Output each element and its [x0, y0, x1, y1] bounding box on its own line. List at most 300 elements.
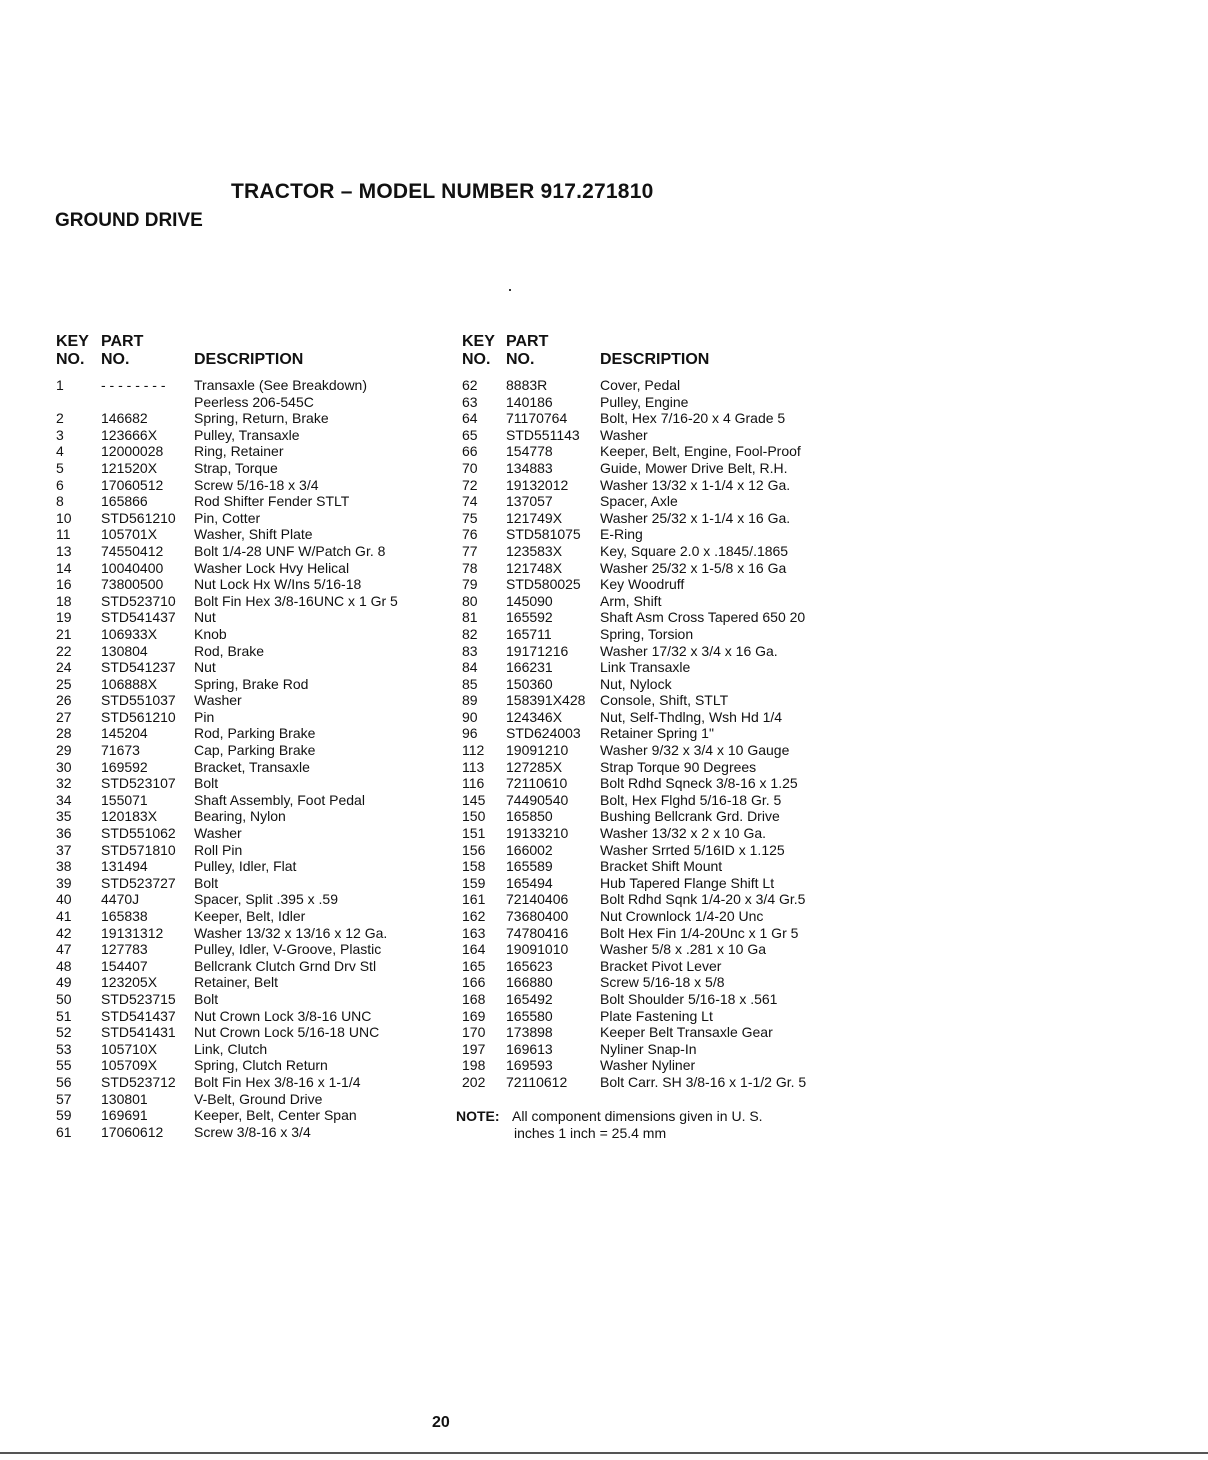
key-number: 72 [462, 476, 478, 493]
part-description: Keeper, Belt, Center Span [194, 1107, 357, 1124]
part-number: STD551062 [101, 825, 176, 842]
table-row [462, 842, 842, 859]
part-description [194, 377, 367, 410]
table-row [56, 643, 456, 660]
key-number: 50 [56, 990, 72, 1007]
table-row [56, 676, 456, 693]
header-description: DESCRIPTION [600, 351, 710, 368]
part-number: STD523727 [101, 874, 176, 891]
part-description: Keeper, Belt, Idler [194, 908, 306, 924]
part-number: 169613 [506, 1040, 553, 1057]
part-description: Pin [194, 708, 215, 725]
table-row [56, 991, 456, 1008]
part-description: Link Transaxle [600, 659, 691, 676]
part-description: Spring, Return, Brake [194, 410, 329, 427]
part-description: Bolt [194, 990, 219, 1007]
key-number: 37 [56, 841, 72, 858]
part-description: Screw 5/16-18 x 3/4 [194, 476, 319, 493]
key-number: 156 [462, 841, 486, 858]
table-row [56, 427, 456, 444]
table-row [462, 725, 842, 742]
key-number: 59 [56, 1107, 72, 1124]
stray-mark [509, 289, 511, 291]
key-number: 84 [462, 659, 478, 676]
key-number: 2 [56, 410, 64, 427]
table-row [56, 1057, 456, 1074]
table-row [462, 560, 842, 577]
part-description: Bolt Shoulder 5/16-18 x .561 [600, 990, 778, 1007]
key-number: 158 [462, 858, 486, 875]
table-row [462, 908, 842, 925]
part-description: Screw 5/16-18 x 5/8 [600, 974, 725, 991]
part-description: Spring, Brake Rod [194, 675, 309, 692]
part-number: 158391X428 [506, 692, 586, 709]
part-description: Washer 9/32 x 3/4 x 10 Gauge [600, 742, 790, 759]
part-description: Nut Crown Lock 3/8-16 UNC [194, 1007, 372, 1024]
key-number: 57 [56, 1090, 72, 1107]
table-row [56, 526, 456, 543]
part-description-line: Peerless 206-545C [194, 393, 314, 410]
part-number: 72110610 [506, 775, 568, 792]
table-row [462, 808, 842, 825]
part-number: 106933X [101, 625, 158, 642]
part-description: Strap, Torque [194, 459, 278, 476]
part-number: STD541431 [101, 1024, 176, 1041]
part-number: 72110612 [506, 1073, 568, 1090]
table-row [56, 958, 456, 975]
table-row [462, 394, 842, 411]
part-description: Arm, Shift [600, 592, 662, 609]
key-number: 163 [462, 924, 486, 941]
part-description: Plate Fastening Lt [600, 1007, 713, 1024]
part-number: 105710X [101, 1040, 158, 1057]
part-number: 165623 [506, 957, 553, 974]
part-description: Cover, Pedal [600, 377, 681, 393]
part-number: 17060612 [101, 1123, 164, 1140]
table-row [462, 941, 842, 958]
table-row [462, 1024, 842, 1041]
table-row [462, 410, 842, 427]
key-number: 75 [462, 509, 478, 526]
part-description: Washer Srrted 5/16ID x 1.125 [600, 841, 785, 858]
part-number: STD541237 [101, 659, 176, 676]
part-number: 19133210 [506, 825, 569, 842]
table-row [56, 1041, 456, 1058]
part-description: Bolt 1/4-28 UNF W/Patch Gr. 8 [194, 542, 386, 559]
page-title: TRACTOR – MODEL NUMBER 917.271810 [231, 180, 654, 203]
key-number: 3 [56, 426, 64, 443]
key-number: 4 [56, 443, 64, 460]
parts-table-left [56, 333, 456, 1140]
part-description: Bolt Fin Hex 3/8-16 x 1-1/4 [194, 1073, 361, 1090]
part-number: 74550412 [101, 542, 164, 559]
table-row [462, 626, 842, 643]
part-number: STD581075 [506, 526, 581, 543]
table-row [56, 659, 456, 676]
part-description: Key, Square 2.0 x .1845/.1865 [600, 542, 789, 559]
table-row [56, 493, 456, 510]
key-number: 112 [462, 742, 485, 759]
table-row [462, 659, 842, 676]
part-description: Washer 25/32 x 1-1/4 x 16 Ga. [600, 509, 791, 526]
part-description: Ring, Retainer [194, 443, 284, 460]
table-row [462, 1008, 842, 1025]
key-number: 66 [462, 443, 478, 460]
table-row [462, 974, 842, 991]
part-description: Spring, Clutch Return [194, 1057, 328, 1074]
key-number: 28 [56, 725, 72, 742]
part-number: STD561210 [101, 708, 176, 725]
part-description: Bolt Fin Hex 3/8-16UNC x 1 Gr 5 [194, 592, 398, 609]
note-line-1: All component dimensions given in U. S. [512, 1108, 763, 1124]
table-row [462, 792, 842, 809]
parts-list-left [56, 377, 456, 1140]
table-row [462, 609, 842, 626]
part-number: 121748X [506, 559, 563, 576]
part-description: Shaft Asm Cross Tapered 650 20 [600, 609, 806, 626]
part-description: Bolt, Hex Flghd 5/16-18 Gr. 5 [600, 791, 782, 808]
part-number: 19171216 [506, 642, 569, 659]
note-line-2: inches 1 inch = 25.4 mm [514, 1125, 667, 1141]
part-description: Shaft Assembly, Foot Pedal [194, 791, 365, 808]
key-number: 1 [56, 377, 64, 393]
part-number: 8883R [506, 377, 548, 393]
part-description: Link, Clutch [194, 1040, 268, 1057]
part-description: Pulley, Transaxle [194, 426, 300, 443]
part-description: Nut Crownlock 1/4-20 Unc [600, 908, 764, 924]
part-description: Nyliner Snap-In [600, 1040, 697, 1057]
key-number: 6 [56, 476, 64, 493]
part-number: 130804 [101, 642, 148, 659]
table-row [462, 427, 842, 444]
part-number: 134883 [506, 459, 553, 476]
table-row [462, 775, 842, 792]
table-row [462, 1041, 842, 1058]
table-row [462, 643, 842, 660]
part-number: 19131312 [101, 924, 164, 941]
part-description: Washer, Shift Plate [194, 526, 313, 543]
table-row [56, 443, 456, 460]
part-number: 130801 [101, 1090, 148, 1107]
part-description: Nut [194, 609, 216, 626]
part-description: Bolt Hex Fin 1/4-20Unc x 1 Gr 5 [600, 924, 799, 941]
part-number: 150360 [506, 675, 553, 692]
key-number: 35 [56, 808, 72, 825]
key-number: 48 [56, 957, 72, 974]
part-description: Pin, Cotter [194, 509, 261, 526]
part-number: 71170764 [506, 410, 568, 427]
part-number: STD580025 [506, 576, 581, 593]
table-row [56, 477, 456, 494]
part-number: STD523710 [101, 592, 176, 609]
key-number: 21 [56, 625, 72, 642]
key-number: 151 [462, 825, 486, 842]
part-number: 131494 [101, 858, 148, 875]
part-number: 123666X [101, 426, 158, 443]
table-row [462, 958, 842, 975]
key-number: 116 [462, 775, 485, 792]
part-number: 12000028 [101, 443, 164, 460]
part-description: V-Belt, Ground Drive [194, 1090, 323, 1107]
key-number: 85 [462, 675, 478, 692]
part-number: 71673 [101, 742, 140, 759]
part-number: 19091210 [506, 742, 569, 759]
bottom-rule [0, 1452, 1208, 1454]
part-number: 124346X [506, 708, 563, 725]
part-number: 173898 [506, 1024, 553, 1041]
part-description: Bracket Shift Mount [600, 858, 723, 875]
part-description: Keeper, Belt, Engine, Fool-Proof [600, 443, 801, 460]
key-number: 18 [56, 592, 72, 609]
key-number: 145 [462, 791, 486, 808]
part-description: Screw 3/8-16 x 3/4 [194, 1123, 311, 1140]
header-key-bottom: NO. [462, 351, 491, 368]
key-number: 10 [56, 509, 72, 526]
part-number: 165866 [101, 493, 148, 510]
part-number: 106888X [101, 675, 158, 692]
table-row [56, 974, 456, 991]
key-number: 197 [462, 1040, 486, 1057]
part-description: Spring, Torsion [600, 625, 694, 642]
table-row [462, 1057, 842, 1074]
part-description: Roll Pin [194, 841, 243, 858]
table-row [462, 676, 842, 693]
key-number: 5 [56, 459, 64, 476]
key-number: 202 [462, 1073, 486, 1090]
part-number: STD571810 [101, 841, 176, 858]
key-number: 78 [462, 559, 478, 576]
table-row [56, 1008, 456, 1025]
table-row [56, 925, 456, 942]
table-row [462, 759, 842, 776]
key-number: 11 [56, 526, 71, 543]
table-row [462, 510, 842, 527]
key-number: 79 [462, 576, 478, 593]
table-row [56, 1107, 456, 1124]
part-number: 165589 [506, 858, 553, 875]
part-number: 105701X [101, 526, 158, 543]
part-description: Washer 13/32 x 1-1/4 x 12 Ga. [600, 476, 791, 493]
part-number: 165492 [506, 990, 553, 1007]
table-row [462, 1074, 842, 1091]
part-description: Washer Lock Hvy Helical [194, 559, 350, 576]
page-number: 20 [432, 1414, 450, 1431]
table-row [56, 875, 456, 892]
part-number: 123205X [101, 974, 158, 991]
key-number: 96 [462, 725, 478, 742]
parts-table-right [462, 333, 842, 1091]
table-row [56, 692, 456, 709]
part-description: Spacer, Axle [600, 493, 678, 510]
table-row [462, 858, 842, 875]
key-number: 13 [56, 542, 72, 559]
key-number: 77 [462, 542, 478, 559]
key-number: 90 [462, 708, 478, 725]
table-row [462, 891, 842, 908]
table-row [56, 1074, 456, 1091]
key-number: 56 [56, 1073, 72, 1090]
part-description: Bolt, Hex 7/16-20 x 4 Grade 5 [600, 410, 786, 427]
key-number: 32 [56, 775, 72, 792]
table-row [56, 891, 456, 908]
part-number: STD624003 [506, 725, 581, 742]
header-part-top: PART [506, 333, 549, 350]
part-number: 19132012 [506, 476, 569, 493]
part-description: Retainer Spring 1" [600, 725, 714, 742]
part-number: 17060512 [101, 476, 164, 493]
part-number: 165838 [101, 908, 148, 924]
part-description: Retainer, Belt [194, 974, 279, 991]
header-part-top: PART [101, 333, 144, 350]
part-number: 140186 [506, 393, 553, 410]
part-description: E-Ring [600, 526, 643, 543]
table-row [56, 593, 456, 610]
key-number: 19 [56, 609, 72, 626]
key-number: 42 [56, 924, 72, 941]
key-number: 76 [462, 526, 478, 543]
part-description: Console, Shift, STLT [600, 692, 729, 709]
part-number: 74490540 [506, 791, 569, 808]
part-description: Washer [600, 426, 648, 443]
key-number: 41 [56, 908, 72, 924]
part-description: Washer [194, 825, 242, 842]
key-number: 168 [462, 990, 486, 1007]
part-number: 105709X [101, 1057, 158, 1074]
table-row [462, 493, 842, 510]
part-description: Bushing Bellcrank Grd. Drive [600, 808, 780, 825]
table-row [56, 1024, 456, 1041]
part-number: 169593 [506, 1057, 553, 1074]
table-header [56, 333, 456, 377]
key-number: 39 [56, 874, 72, 891]
part-description: Washer 25/32 x 1-5/8 x 16 Ga [600, 559, 787, 576]
table-row [462, 825, 842, 842]
part-number: 155071 [101, 791, 148, 808]
part-number: 145090 [506, 592, 553, 609]
part-description: Strap Torque 90 Degrees [600, 758, 757, 775]
part-number: 165592 [506, 609, 553, 626]
part-number: 10040400 [101, 559, 164, 576]
key-number: 170 [462, 1024, 486, 1041]
part-number: 127783 [101, 941, 148, 958]
key-number: 159 [462, 874, 486, 891]
table-row [462, 377, 842, 394]
table-row [462, 460, 842, 477]
part-number: 169592 [101, 758, 148, 775]
key-number: 80 [462, 592, 478, 609]
key-number: 61 [56, 1123, 72, 1140]
key-number: 113 [462, 758, 485, 775]
part-description: Bolt Rdhd Sqneck 3/8-16 x 1.25 [600, 775, 798, 792]
table-row [56, 609, 456, 626]
part-description: Washer 13/32 x 2 x 10 Ga. [600, 825, 767, 842]
part-number: STD561210 [101, 509, 176, 526]
note-label: NOTE: [456, 1108, 500, 1124]
part-description: Pulley, Idler, Flat [194, 858, 297, 875]
key-number: 63 [462, 393, 478, 410]
key-number: 81 [462, 609, 478, 626]
key-number: 64 [462, 410, 478, 427]
part-number: 123583X [506, 542, 563, 559]
key-number: 164 [462, 941, 486, 958]
part-number: STD523715 [101, 990, 176, 1007]
key-number: 51 [56, 1007, 72, 1024]
table-row [56, 460, 456, 477]
key-number: 52 [56, 1024, 72, 1041]
table-row [462, 526, 842, 543]
part-number: 127285X [506, 758, 563, 775]
table-row [56, 808, 456, 825]
key-number: 89 [462, 692, 478, 709]
part-number: STD523107 [101, 775, 176, 792]
key-number: 161 [462, 891, 486, 908]
key-number: 65 [462, 426, 478, 443]
table-row [56, 377, 456, 410]
key-number: 25 [56, 675, 72, 692]
part-number: 73800500 [101, 576, 164, 593]
table-row [462, 991, 842, 1008]
part-number: 145204 [101, 725, 148, 742]
part-number: 154407 [101, 957, 148, 974]
key-number: 29 [56, 742, 72, 759]
part-description: Cap, Parking Brake [194, 742, 316, 759]
part-number: 4470J [101, 891, 140, 908]
part-description: Hub Tapered Flange Shift Lt [600, 874, 775, 891]
part-description: Washer 17/32 x 3/4 x 16 Ga. [600, 642, 778, 659]
header-part-bottom: NO. [101, 351, 130, 368]
part-description: Bracket, Transaxle [194, 758, 310, 775]
header-key-top: KEY [462, 333, 495, 350]
key-number: 27 [56, 708, 72, 725]
part-number: 166231 [506, 659, 553, 676]
table-row [462, 477, 842, 494]
table-row [56, 725, 456, 742]
table-row [462, 543, 842, 560]
table-row [462, 875, 842, 892]
key-number: 53 [56, 1040, 72, 1057]
part-number: STD523712 [101, 1073, 176, 1090]
part-description: Nut, Self-Thdlng, Wsh Hd 1/4 [600, 708, 783, 725]
part-number: 73680400 [506, 908, 569, 924]
part-number: 166002 [506, 841, 553, 858]
table-row [56, 908, 456, 925]
table-row [462, 593, 842, 610]
part-description: Rod, Parking Brake [194, 725, 316, 742]
part-description: Pulley, Idler, V-Groove, Plastic [194, 941, 382, 958]
part-description-line: Transaxle (See Breakdown) [194, 377, 368, 393]
part-description: Washer [194, 692, 242, 709]
key-number: 47 [56, 941, 72, 958]
part-number: 154778 [506, 443, 553, 460]
table-row [56, 1091, 456, 1108]
part-description: Bearing, Nylon [194, 808, 286, 825]
key-number: 62 [462, 377, 478, 393]
part-number: STD551037 [101, 692, 176, 709]
part-description: Rod Shifter Fender STLT [194, 493, 350, 510]
table-row [56, 792, 456, 809]
table-row [56, 842, 456, 859]
part-description: Bellcrank Clutch Grnd Drv Stl [194, 957, 377, 974]
part-number: 74780416 [506, 924, 569, 941]
part-description: Nut Lock Hx W/Ins 5/16-18 [194, 576, 362, 593]
key-number: 166 [462, 974, 486, 991]
part-description: Nut [194, 659, 216, 676]
key-number: 22 [56, 642, 72, 659]
part-description: Washer 13/32 x 13/16 x 12 Ga. [194, 924, 388, 941]
table-row [56, 1124, 456, 1141]
part-number: 121520X [101, 459, 158, 476]
key-number: 49 [56, 974, 72, 991]
